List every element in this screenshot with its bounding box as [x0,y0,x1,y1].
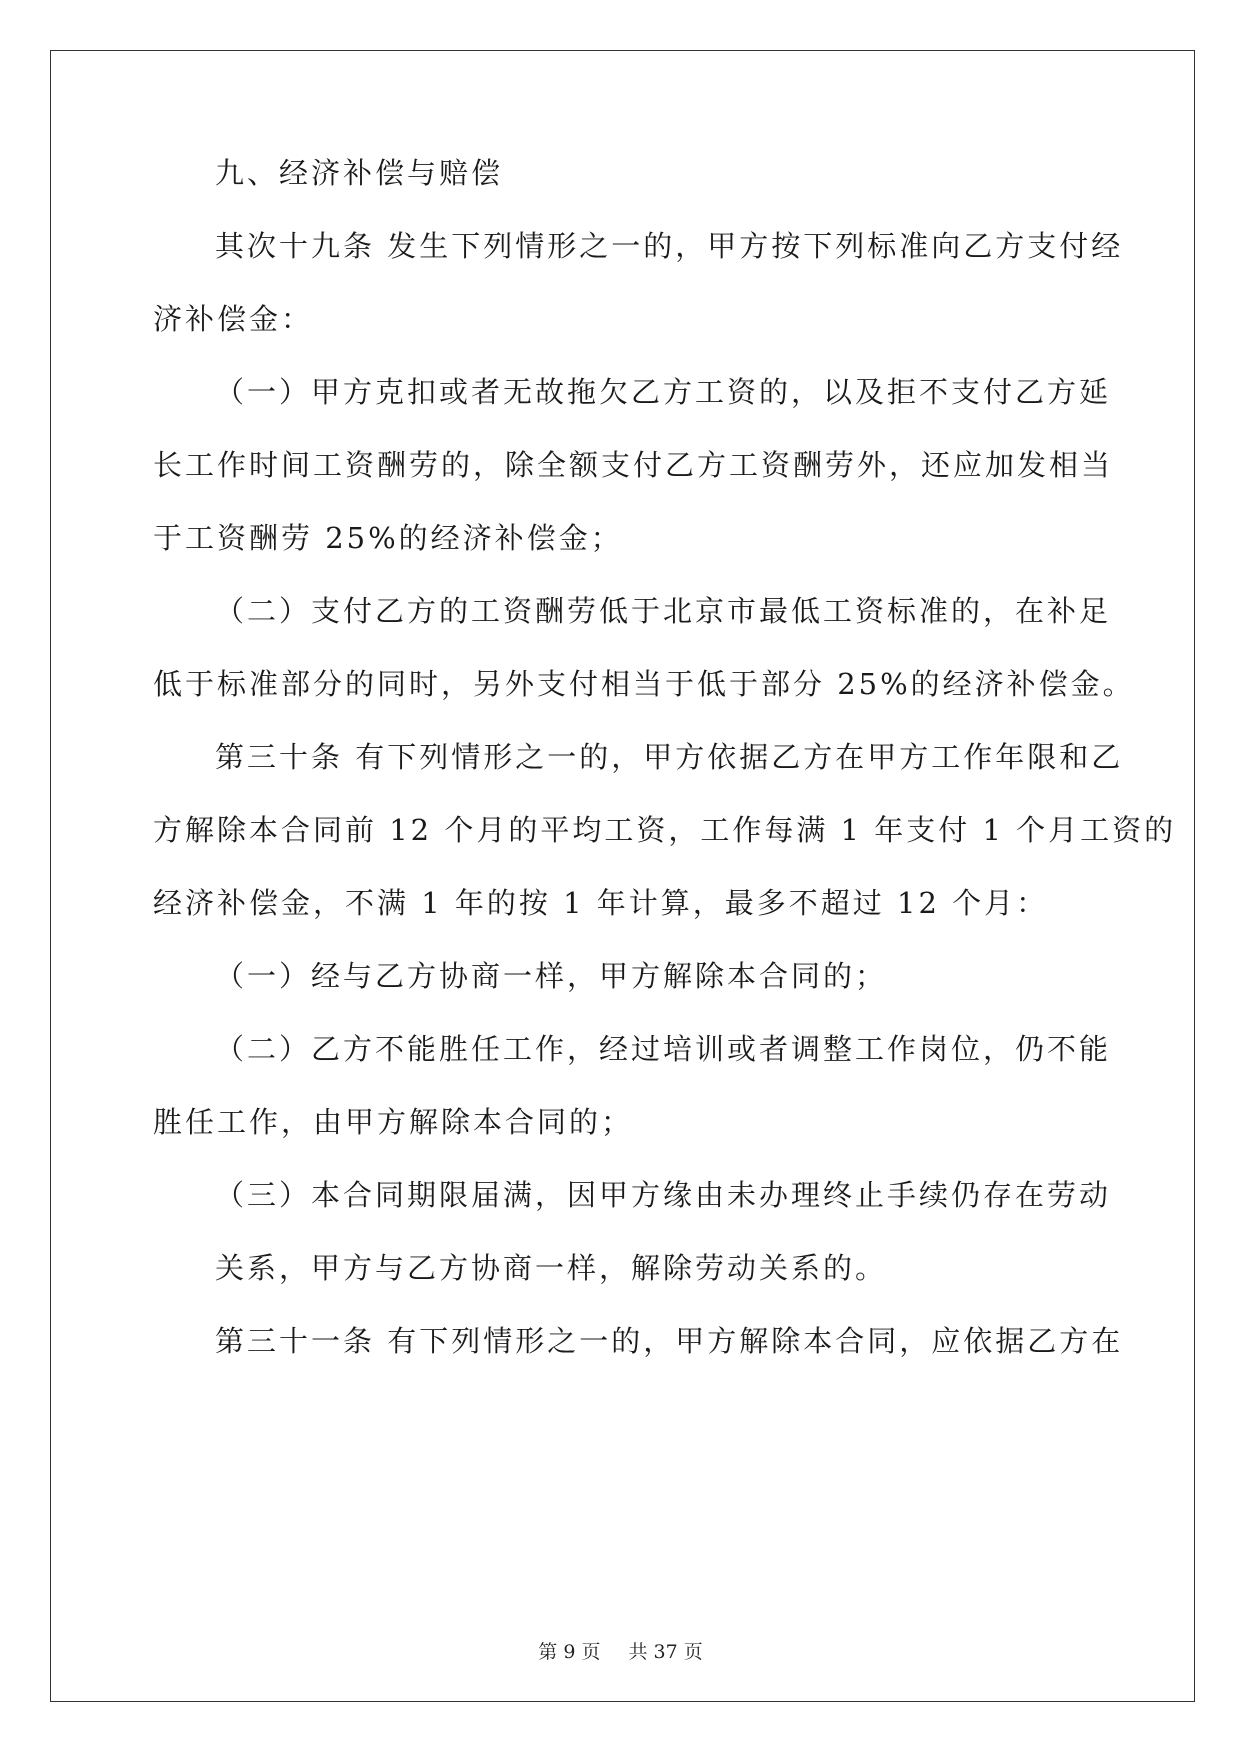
page-footer [0,1641,1241,1663]
page-border [50,50,1195,1702]
page-total: 共 37 页 [628,1641,703,1663]
paragraph-line: 第三十一条 有下列情形之一的，甲方解除本合同，应依据乙方在 [215,1324,1124,1358]
section-heading: 九、经济补偿与赔偿 [215,156,504,190]
paragraph-line: 低于标准部分的同时，另外支付相当于低于部分 25%的经济补偿金。 [153,667,1135,701]
paragraph-line: （二）乙方不能胜任工作，经过培训或者调整工作岗位，仍不能 [215,1032,1112,1066]
paragraph-line: 胜任工作，由甲方解除本合同的； [153,1105,634,1139]
paragraph-line: （一）经与乙方协商一样，甲方解除本合同的； [215,959,888,993]
paragraph-line: 于工资酬劳 25%的经济补偿金； [153,521,623,555]
paragraph-line: （一）甲方克扣或者无故拖欠乙方工资的，以及拒不支付乙方延 [215,375,1112,409]
page-number: 第 9 页 [538,1641,601,1663]
paragraph-line: 关系，甲方与乙方协商一样，解除劳动关系的。 [215,1251,888,1285]
paragraph-line: （二）支付乙方的工资酬劳低于北京市最低工资标准的，在补足 [215,594,1112,628]
paragraph-line: 第三十条 有下列情形之一的，甲方依据乙方在甲方工作年限和乙 [215,740,1124,774]
paragraph-line: 长工作时间工资酬劳的，除全额支付乙方工资酬劳外，还应加发相当 [153,448,1114,482]
paragraph-line: 经济补偿金，不满 1 年的按 1 年计算，最多不超过 12 个月： [153,886,1049,920]
paragraph-line: 方解除本合同前 12 个月的平均工资，工作每满 1 年支付 1 个月工资的 [153,813,1177,847]
paragraph-line: （三）本合同期限届满，因甲方缘由未办理终止手续仍存在劳动 [215,1178,1112,1212]
paragraph-line: 其次十九条 发生下列情形之一的，甲方按下列标准向乙方支付经 [215,229,1124,263]
paragraph-line: 济补偿金： [153,302,314,336]
